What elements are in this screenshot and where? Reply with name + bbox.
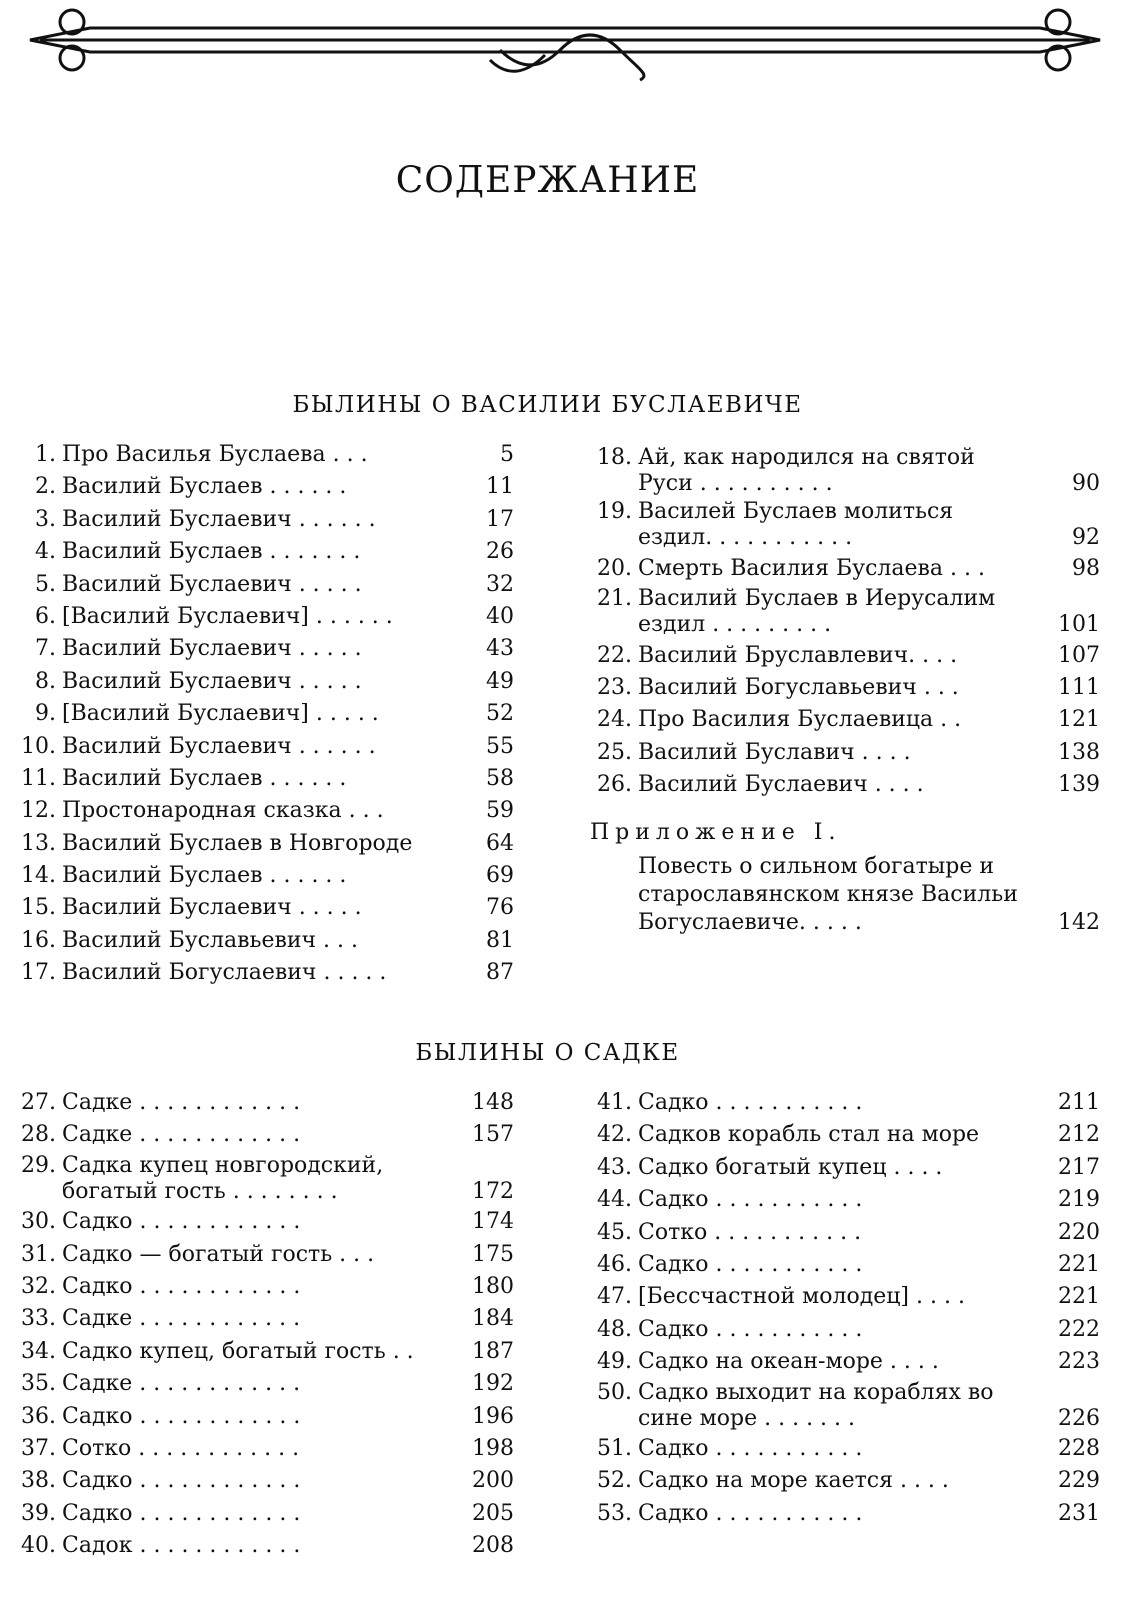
- entry-page: 32: [486, 571, 514, 597]
- entry-page: 184: [472, 1306, 514, 1332]
- entry-page: 211: [1058, 1090, 1100, 1115]
- entry-number: 10.: [21, 733, 56, 759]
- toc-entry[interactable]: [14, 1088, 514, 1118]
- entry-page: 64: [486, 830, 514, 856]
- entry-page: 11: [486, 474, 514, 500]
- entry-page: 69: [486, 863, 514, 889]
- toc-entry[interactable]: [14, 1402, 514, 1432]
- entry-number: 5.: [35, 571, 56, 597]
- toc-entry[interactable]: [590, 1380, 1100, 1432]
- entry-number: 4.: [35, 539, 56, 565]
- toc-entry[interactable]: [14, 1240, 514, 1270]
- entry-number: 25.: [597, 739, 632, 765]
- toc-entry[interactable]: [14, 1434, 514, 1464]
- entry-title: Про Василия Буслаевица . .: [638, 707, 962, 733]
- entry-number: 8.: [35, 668, 56, 694]
- entry-page: 40: [486, 603, 514, 629]
- entry-page: 43: [486, 636, 514, 662]
- toc-entry[interactable]: [14, 1369, 514, 1399]
- entry-page: 229: [1058, 1468, 1100, 1494]
- toc-entry[interactable]: [590, 586, 1100, 638]
- entry-page: 200: [472, 1468, 514, 1494]
- entry-page: 172: [472, 1178, 514, 1204]
- entry-page: 221: [1058, 1251, 1100, 1277]
- entry-page: 87: [486, 960, 514, 986]
- entry-number: 29.: [21, 1152, 56, 1178]
- entry-page: 208: [472, 1533, 514, 1559]
- toc-column-left-2: [14, 1088, 514, 1563]
- entry-number: 16.: [21, 927, 56, 953]
- entry-page: 222: [1058, 1316, 1100, 1342]
- appendix-page: 142: [1058, 910, 1100, 936]
- toc-entry[interactable]: [14, 893, 514, 923]
- toc-entry[interactable]: [590, 1499, 1100, 1529]
- toc-entry[interactable]: [14, 1337, 514, 1367]
- entry-page: 217: [1058, 1154, 1100, 1180]
- entry-number: 49.: [597, 1349, 632, 1375]
- toc-entry[interactable]: [590, 1315, 1100, 1345]
- toc-entry[interactable]: [590, 1250, 1100, 1280]
- toc-entry[interactable]: [590, 1434, 1100, 1464]
- entry-page: 219: [1058, 1187, 1100, 1213]
- entry-number: 47.: [597, 1284, 632, 1310]
- entry-number: 51.: [597, 1435, 632, 1461]
- toc-entry[interactable]: [14, 667, 514, 697]
- header-ornament: [0, 0, 1139, 90]
- entry-title: Василий Буслаевич . . . . .: [62, 895, 362, 921]
- entry-page: 174: [472, 1209, 514, 1235]
- entry-page: 187: [472, 1338, 514, 1364]
- entry-title: Садко богатый купец . . . .: [638, 1154, 943, 1180]
- entry-number: 21.: [597, 586, 632, 612]
- entry-page: 231: [1058, 1500, 1100, 1526]
- entry-title: Сотко . . . . . . . . . . .: [638, 1219, 862, 1245]
- entry-number: 17.: [21, 960, 56, 986]
- toc-entry[interactable]: [14, 440, 514, 470]
- entry-page: 121: [1058, 707, 1100, 733]
- entry-title: Садок . . . . . . . . . . . .: [62, 1533, 301, 1559]
- entry-title: Садке . . . . . . . . . . . .: [62, 1122, 301, 1148]
- entry-number: 44.: [597, 1187, 632, 1213]
- entry-title: Садко выходит на кораблях во сине море . . . . . . .: [638, 1379, 994, 1431]
- toc-entry[interactable]: [14, 796, 514, 826]
- entry-page: 226: [1058, 1405, 1100, 1431]
- entry-number: 30.: [21, 1209, 56, 1235]
- toc-column-right-1: [590, 445, 1100, 937]
- page-title: СОДЕРЖАНИЕ: [395, 160, 700, 201]
- section-heading-buslaevich: БЫЛИНЫ О ВАСИЛИИ БУСЛАЕВИЧЕ: [292, 392, 803, 418]
- entry-number: 7.: [35, 636, 56, 662]
- toc-entry[interactable]: [14, 732, 514, 762]
- entry-number: 1.: [35, 442, 56, 467]
- toc-entry[interactable]: [14, 1499, 514, 1529]
- toc-entry[interactable]: [14, 1466, 514, 1496]
- entry-number: 15.: [21, 895, 56, 921]
- entry-number: 43.: [597, 1154, 632, 1180]
- toc-entry[interactable]: [590, 1088, 1100, 1118]
- toc-entry[interactable]: [14, 699, 514, 729]
- entry-title: Василий Буслаев . . . . . .: [62, 474, 347, 500]
- entry-title: Садке . . . . . . . . . . . .: [62, 1090, 301, 1115]
- appendix-title: Повесть о сильном богатыре и старославянском князе Васильи Богуслаевиче. . . . .: [638, 854, 1018, 936]
- entry-title: Василий Буслаевич . . . . .: [62, 636, 362, 662]
- entry-page: 223: [1058, 1349, 1100, 1375]
- entry-number: 31.: [21, 1241, 56, 1267]
- toc-entry[interactable]: [14, 958, 514, 988]
- entry-page: 198: [472, 1435, 514, 1461]
- entry-number: 27.: [21, 1090, 56, 1115]
- entry-title: Садко . . . . . . . . . . . .: [62, 1403, 301, 1429]
- entry-page: 17: [486, 506, 514, 532]
- toc-entry[interactable]: [590, 1466, 1100, 1496]
- entry-title: Василий Богуслаевич . . . . .: [62, 960, 387, 986]
- entry-number: 20.: [597, 555, 632, 581]
- entry-title: Садков корабль стал на море: [638, 1122, 980, 1148]
- entry-title: Садко . . . . . . . . . . .: [638, 1316, 863, 1342]
- toc-entry[interactable]: [590, 641, 1100, 671]
- toc-entry[interactable]: [590, 445, 1100, 497]
- toc-entry[interactable]: [590, 1153, 1100, 1183]
- entry-number: 33.: [21, 1306, 56, 1332]
- toc-entry[interactable]: [590, 1185, 1100, 1215]
- entry-title: Василий Буслаев . . . . . . .: [62, 539, 361, 565]
- toc-entry[interactable]: [590, 738, 1100, 768]
- entry-number: 24.: [597, 707, 632, 733]
- entry-page: 98: [1072, 555, 1100, 581]
- entry-number: 42.: [597, 1122, 632, 1148]
- entry-number: 53.: [597, 1500, 632, 1526]
- entry-title: Садко . . . . . . . . . . . .: [62, 1273, 301, 1299]
- toc-entry[interactable]: [14, 1531, 514, 1561]
- entry-title: Садко на море кается . . . .: [638, 1468, 949, 1494]
- entry-number: 14.: [21, 863, 56, 889]
- toc-entry[interactable]: [14, 1153, 514, 1205]
- entry-number: 28.: [21, 1122, 56, 1148]
- entry-title: Садко купец, богатый гость . .: [62, 1338, 414, 1364]
- entry-title: Василий Буслаевич . . . . . .: [62, 733, 376, 759]
- entry-title: Садке . . . . . . . . . . . .: [62, 1306, 301, 1332]
- entry-title: Василий Буславьевич . . .: [62, 927, 359, 953]
- toc-entry[interactable]: [590, 499, 1100, 551]
- toc-entry[interactable]: [14, 926, 514, 956]
- entry-number: 45.: [597, 1219, 632, 1245]
- entry-number: 36.: [21, 1403, 56, 1429]
- entry-number: 38.: [21, 1468, 56, 1494]
- entry-title: Простонародная сказка . . .: [62, 798, 384, 824]
- toc-entry[interactable]: [590, 1347, 1100, 1377]
- toc-entry[interactable]: [590, 1120, 1100, 1150]
- entry-number: 34.: [21, 1338, 56, 1364]
- entry-number: 52.: [597, 1468, 632, 1494]
- entry-title: Василий Буслаев . . . . . .: [62, 765, 347, 791]
- entry-title: Садко . . . . . . . . . . .: [638, 1251, 863, 1277]
- entry-number: 41.: [597, 1090, 632, 1115]
- entry-number: 32.: [21, 1273, 56, 1299]
- entry-number: 2.: [35, 474, 56, 500]
- toc-entry[interactable]: [590, 1282, 1100, 1312]
- entry-page: 148: [472, 1090, 514, 1115]
- entry-title: Смерть Василия Буслаева . . .: [638, 555, 985, 581]
- entry-number: 48.: [597, 1316, 632, 1342]
- entry-page: 49: [486, 668, 514, 694]
- entry-page: 196: [472, 1403, 514, 1429]
- toc-entry[interactable]: [590, 1218, 1100, 1248]
- entry-page: 212: [1058, 1122, 1100, 1148]
- entry-title: Василий Богуславьевич . . .: [638, 674, 959, 700]
- entry-number: 12.: [21, 798, 56, 824]
- entry-title: Василий Буслаевич . . . . .: [62, 571, 362, 597]
- entry-page: 139: [1058, 772, 1100, 798]
- entry-number: 35.: [21, 1371, 56, 1397]
- toc-entry[interactable]: [14, 1120, 514, 1150]
- entry-number: 3.: [35, 506, 56, 532]
- entry-title: Василий Бруславлевич. . . .: [638, 642, 958, 668]
- entry-title: Садко . . . . . . . . . . . .: [62, 1500, 301, 1526]
- entry-page: 107: [1058, 642, 1100, 668]
- entry-title: Садко . . . . . . . . . . . .: [62, 1209, 301, 1235]
- toc-entry[interactable]: [590, 770, 1100, 800]
- entry-number: 26.: [597, 772, 632, 798]
- toc-entry[interactable]: [14, 1272, 514, 1302]
- entry-title: Василий Буслаев в Иерусалим ездил . . . . . . . . .: [638, 586, 996, 638]
- entry-title: Василий Буслаев в Новгороде: [62, 830, 413, 856]
- entry-title: Садке . . . . . . . . . . . .: [62, 1371, 301, 1397]
- toc-entry[interactable]: [14, 505, 514, 535]
- entry-title: Садко . . . . . . . . . . . .: [62, 1468, 301, 1494]
- entry-number: 50.: [597, 1379, 632, 1405]
- entry-page: 157: [472, 1122, 514, 1148]
- toc-entry[interactable]: [14, 602, 514, 632]
- entry-title: Василей Буслаев молиться ездил. . . . . . . . . . .: [638, 499, 954, 551]
- entry-page: 92: [1072, 525, 1100, 551]
- entry-number: 9.: [35, 701, 56, 727]
- entry-number: 11.: [21, 765, 56, 791]
- entry-number: 19.: [597, 499, 632, 525]
- toc-entry[interactable]: [590, 673, 1100, 703]
- toc-entry[interactable]: [14, 829, 514, 859]
- appendix-heading: Приложение I.: [590, 820, 842, 846]
- entry-page: 192: [472, 1371, 514, 1397]
- entry-title: Сотко . . . . . . . . . . . .: [62, 1435, 300, 1461]
- entry-number: 39.: [21, 1500, 56, 1526]
- entry-number: 13.: [21, 830, 56, 856]
- entry-page: 90: [1072, 471, 1100, 496]
- entry-title: Садко . . . . . . . . . . .: [638, 1435, 863, 1461]
- entry-number: 23.: [597, 674, 632, 700]
- entry-title: Василий Буслаев . . . . . .: [62, 863, 347, 889]
- toc-column-right-2: [590, 1088, 1100, 1531]
- toc-entry[interactable]: [590, 554, 1100, 584]
- entry-title: Василий Буславич . . . .: [638, 739, 911, 765]
- entry-page: 81: [486, 927, 514, 953]
- entry-title: Ай, как народился на святой Руси . . . . . . . . . .: [638, 445, 975, 496]
- appendix-entry[interactable]: [638, 853, 1100, 937]
- entry-page: 76: [486, 895, 514, 921]
- entry-title: [Василий Буслаевич] . . . . . .: [62, 603, 393, 629]
- entry-page: 101: [1058, 612, 1100, 638]
- entry-page: 205: [472, 1500, 514, 1526]
- section-heading-sadko: БЫЛИНЫ О САДКЕ: [415, 1040, 680, 1066]
- toc-entry[interactable]: [14, 1304, 514, 1334]
- entry-page: 220: [1058, 1219, 1100, 1245]
- entry-page: 52: [486, 701, 514, 727]
- entry-number: 18.: [597, 445, 632, 470]
- entry-page: 111: [1058, 674, 1100, 700]
- entry-page: 58: [486, 765, 514, 791]
- entry-page: 180: [472, 1273, 514, 1299]
- entry-title: Садко — богатый гость . . .: [62, 1241, 375, 1267]
- entry-number: 22.: [597, 642, 632, 668]
- entry-title: Василий Буслаевич . . . . . .: [62, 506, 376, 532]
- toc-entry[interactable]: [14, 570, 514, 600]
- toc-entry[interactable]: [14, 472, 514, 502]
- entry-page: 59: [486, 798, 514, 824]
- toc-entry[interactable]: [14, 537, 514, 567]
- entry-title: Василий Буслаевич . . . .: [638, 772, 924, 798]
- entry-page: 138: [1058, 739, 1100, 765]
- toc-column-left-1: [14, 440, 514, 991]
- toc-entry[interactable]: [590, 705, 1100, 735]
- entry-number: 46.: [597, 1251, 632, 1277]
- toc-entry[interactable]: [14, 764, 514, 794]
- entry-title: Садко на океан-море . . . .: [638, 1349, 939, 1375]
- entry-title: Садко . . . . . . . . . . .: [638, 1090, 863, 1115]
- toc-entry[interactable]: [14, 861, 514, 891]
- toc-entry[interactable]: [14, 634, 514, 664]
- entry-number: 6.: [35, 603, 56, 629]
- entry-page: 175: [472, 1241, 514, 1267]
- entry-title: Садко . . . . . . . . . . .: [638, 1187, 863, 1213]
- entry-title: Садка купец новгородский, богатый гость . . . . . . . .: [62, 1152, 384, 1204]
- entry-page: 26: [486, 539, 514, 565]
- entry-page: 5: [500, 442, 514, 467]
- entry-title: [Василий Буслаевич] . . . . .: [62, 701, 379, 727]
- entry-page: 55: [486, 733, 514, 759]
- entry-title: [Бессчастной молодец] . . . .: [638, 1284, 965, 1310]
- entry-page: 221: [1058, 1284, 1100, 1310]
- entry-number: 40.: [21, 1533, 56, 1559]
- entry-title: Про Василья Буслаева . . .: [62, 442, 368, 467]
- entry-number: 37.: [21, 1435, 56, 1461]
- toc-entry[interactable]: [14, 1207, 514, 1237]
- entry-title: Садко . . . . . . . . . . .: [638, 1500, 863, 1526]
- entry-title: Василий Буслаевич . . . . .: [62, 668, 362, 694]
- entry-page: 228: [1058, 1435, 1100, 1461]
